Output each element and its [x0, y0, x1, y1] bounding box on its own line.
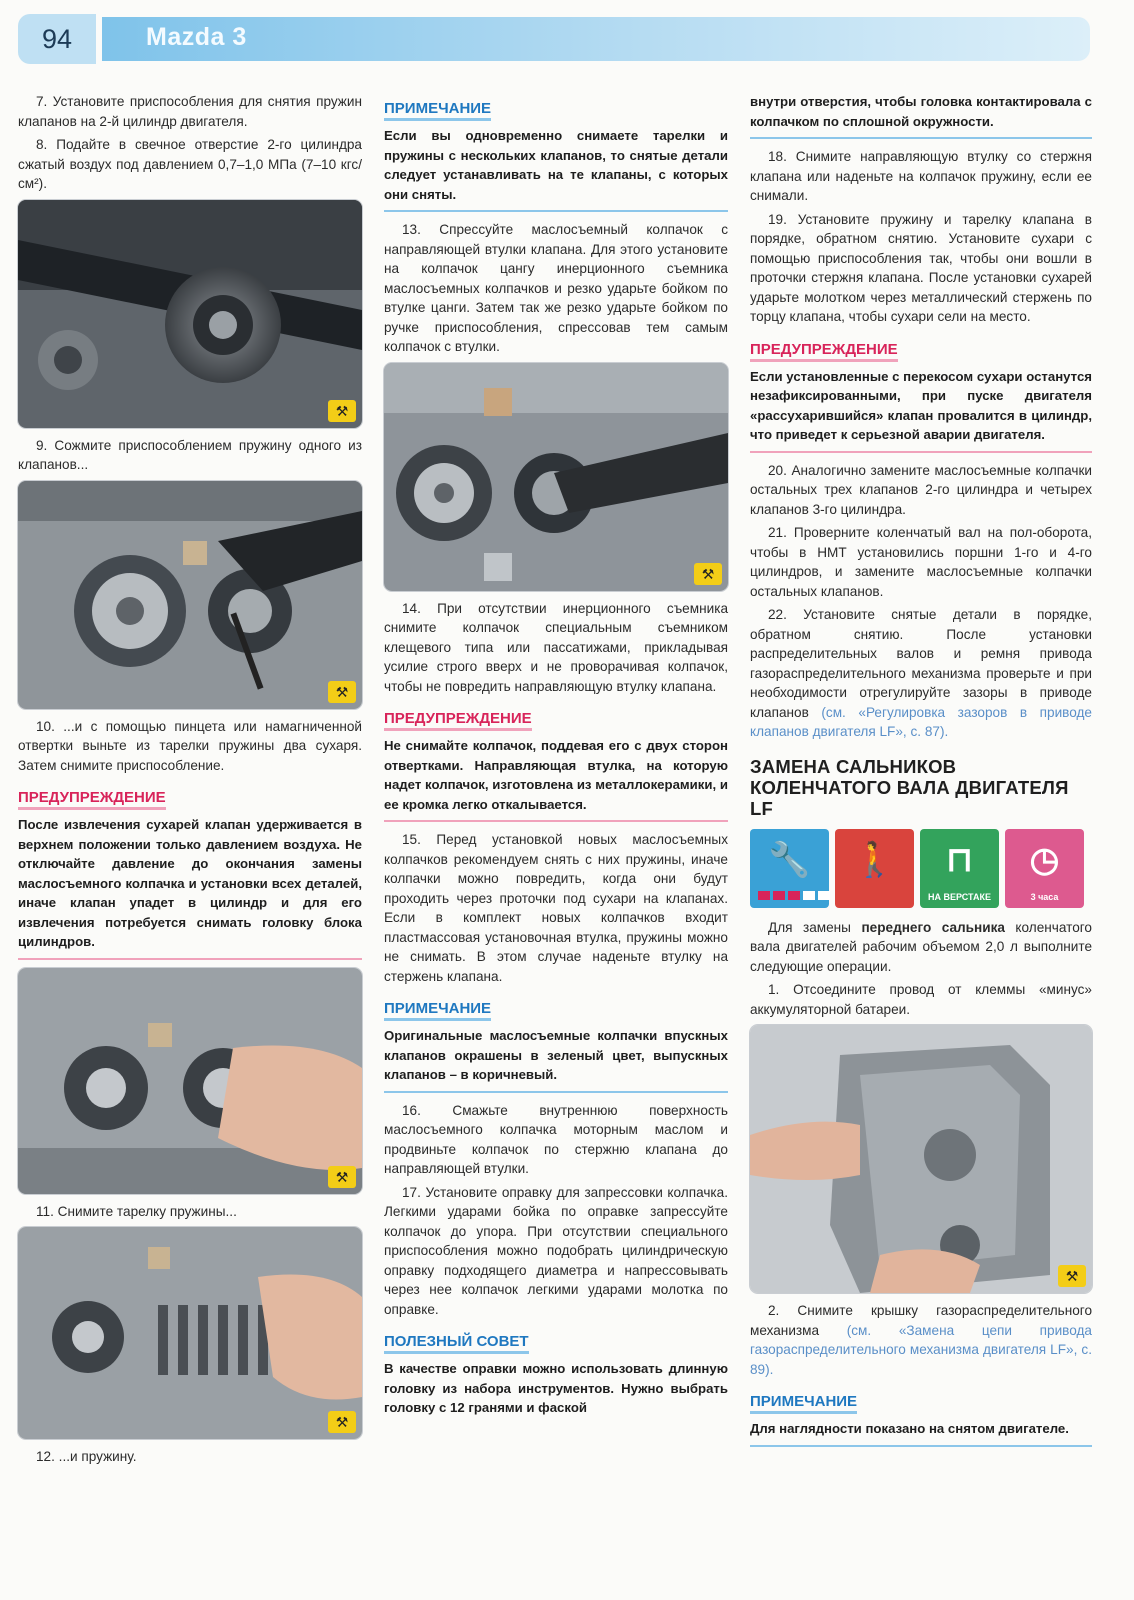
- photo-remove-spring-retainer: [18, 968, 362, 1194]
- tip-box: [384, 1325, 728, 1424]
- step-14: 14. При отсутствии инерционного съемника снимите колпачок специальным съемником клещевого типа или пассатижами, прикладывая усилие строго вверх и не проворачивая колпачок, чтобы не повредить направляющую втулку клапана.: [384, 600, 728, 694]
- note-box-3: [750, 1385, 1092, 1447]
- tool-icon: ⚒: [1058, 1265, 1086, 1287]
- page-number: 94: [18, 14, 96, 64]
- step-13: 13. Спрессуйте маслосъемный колпачок с направляющей втулки клапана. Для этого установите на колпачок цангу инерционного съемника маслосъемных колпачков и резко ударьте бойком по втулке цанги. Затем так же резко ударьте бойком по ручке приспособления, спрессовав тем самым колпачок с втулки.: [384, 222, 728, 354]
- step-19: 19. Установите пружину и тарелку клапана в порядке, обратном снятию. Установите сухари с помощью приспособления так, чтобы они вошли в проточки стержня клапана. После установки сухарей ударьте молотком через металлический стержень по торцу клапана, чтобы сухари сели на место.: [750, 211, 1092, 324]
- warning-box-2: [384, 702, 728, 822]
- page-header: [18, 14, 1090, 64]
- step-1: 1. Отсоедините провод от клеммы «минус» аккумуляторной батареи.: [750, 982, 1092, 1017]
- note-box-2: [384, 992, 728, 1093]
- clock-icon: ◷ 3 часа: [1005, 829, 1084, 908]
- note-text: Оригинальные маслосъемные колпачки впускных клапанов окрашены в зеленый цвет, выпускных клапанов – в коричневый.: [384, 1024, 728, 1093]
- intro-part: коленчатого вала двигателей рабочим объемом 2,0 л выполните следующие операции.: [750, 919, 1092, 974]
- step-17: 17. Установите оправку для запрессовки колпачка. Легкими ударами бойка по оправке запрессуйте колпачок до упора. При отсутствии специального приспособления можно подобрать цилиндрическую оправку подходящего диаметра и напрессовывать через нее колпачок легкими ударами молотка по оправке.: [384, 1184, 728, 1317]
- step-18: 18. Снимите направляющую втулку со стержня клапана или наденьте на колпачок пружину, если ее снимали.: [750, 149, 1092, 203]
- step-9: 9. Сожмите приспособлением пружину одного из клапанов...: [18, 437, 362, 472]
- cross-reference: (см. «Регулировка зазоров в приводе клапанов двигателя LF», с. 87).: [750, 704, 1092, 739]
- step-8: 8. Подайте в свечное отверстие 2-го цилиндра сжатый воздух под давлением 0,7–1,0 МПа (7–10 кгс/см²).: [18, 137, 362, 191]
- step-11: 11. Снимите тарелку пружины...: [36, 1203, 237, 1219]
- tip-title: ПОЛЕЗНЫЙ СОВЕТ: [384, 1331, 529, 1354]
- step-15: 15. Перед установкой новых маслосъемных колпачков рекомендуем снять с них пружины, иначе колпачки можно повредить, когда они будут проходить через проточки под сухари на клапанах. Если в комплект новых колпачков входит пластмассовая установочная втулка, пружины можно не снимать. В этом случае наденьте втулку на стержень клапана.: [384, 832, 728, 984]
- column-1: [18, 92, 362, 1471]
- wrench-icon: 🔧: [750, 829, 829, 908]
- photo-valve-spring-compressed: [18, 481, 362, 709]
- tool-icon: ⚒: [328, 1166, 356, 1188]
- intro-text: [750, 918, 1092, 977]
- warning-text: Если установленные с перекосом сухари останутся незафиксированными, при пуске двигателя «рассухарившийся» клапан провалится в цилиндр, что приведет к серьезной аварии двигателя.: [750, 365, 1092, 453]
- note-title: ПРИМЕЧАНИЕ: [750, 1391, 857, 1414]
- workbench-caption: НА ВЕРСТАКЕ: [928, 891, 991, 902]
- section-title: ЗАМЕНА САЛЬНИКОВ КОЛЕНЧАТОГО ВАЛА ДВИГАТЕЛЯ LF: [750, 755, 1069, 819]
- step-22-text: 22. Установите снятые детали в порядке, обратном снятию. После установки распределительных валов и ремня привода газораспределительного механизма проверьте и при необходимости отрегулируйте зазоры в приводе клапанов: [750, 607, 1092, 720]
- warning-title: ПРЕДУПРЕЖДЕНИЕ: [750, 339, 898, 362]
- step-21: 21. Проверните коленчатый вал на пол-оборота, чтобы в НМТ установились поршни 1-го и 4-го цилиндров, и замените маслосъемные колпачки остальных клапанов.: [750, 525, 1092, 599]
- difficulty-icons: [750, 829, 1092, 908]
- intro-bold: переднего сальника: [861, 919, 1005, 935]
- note-text: Если вы одновременно снимаете тарелки и пружины с нескольких клапанов, то снятые детали следует устанавливать на те клапаны, с которых они сняты.: [384, 124, 728, 212]
- tool-icon: ⚒: [328, 681, 356, 703]
- warning-text: Не снимайте колпачок, поддевая его с двух сторон отвертками. Направляющая втулка, на которую надет колпачок, изготовлена из металлокерамики, и ее кромка легко откалывается.: [384, 734, 728, 822]
- step-7: 7. Установите приспособления для снятия пружин клапанов на 2-й цилиндр двигателя.: [18, 94, 362, 129]
- warning-title: ПРЕДУПРЕЖДЕНИЕ: [18, 787, 166, 810]
- note-text: Для наглядности показано на снятом двигателе.: [750, 1417, 1092, 1447]
- workbench-icon: ⊓ НА ВЕРСТАКЕ: [920, 829, 999, 908]
- step-10: 10. ...и с помощью пинцета или намагниченной отвертки выньте из тарелки пружины два сухаря. Затем снимите приспособление.: [18, 718, 362, 773]
- note-title: ПРИМЕЧАНИЕ: [384, 98, 491, 121]
- cross-reference: (см. «Замена цепи привода газораспределительного механизма двигателя LF», с. 89).: [750, 1322, 1092, 1377]
- photo-inertia-puller: [384, 363, 728, 591]
- note-box-1: [384, 92, 728, 212]
- tool-icon: ⚒: [328, 1411, 356, 1433]
- intro-part: Для замены: [768, 919, 862, 935]
- time-caption: 3 часа: [1030, 891, 1059, 902]
- tip-text: В качестве оправки можно использовать длинную головку из набора инструментов. Нужно выбрать головку с 12 гранями и фаской: [384, 1361, 728, 1415]
- tool-icon: ⚒: [328, 400, 356, 422]
- difficulty-level: [758, 891, 830, 900]
- person-icon: 🚶: [835, 829, 914, 908]
- photo-engine-removed: [750, 1025, 1092, 1293]
- column-2: [384, 92, 728, 1432]
- tool-icon: ⚒: [694, 563, 722, 585]
- warning-box-3: [750, 333, 1092, 453]
- header-bar: [102, 17, 1090, 61]
- step-2: [750, 1301, 1092, 1379]
- step-20: 20. Аналогично замените маслосъемные колпачки остальных трех клапанов 2-го цилиндра и четырех клапанов 3-го цилиндра.: [750, 462, 1092, 517]
- column-3: [750, 92, 1092, 1455]
- warning-box-1: [18, 781, 362, 960]
- step-16: 16. Смажьте внутреннюю поверхность маслосъемного колпачка моторным маслом и продвиньте колпачок по стержню клапана до направляющей втулки.: [384, 1102, 728, 1176]
- tip-text-continued: внутри отверстия, чтобы головка контактировала с колпачком по сплошной окружности.: [750, 92, 1092, 139]
- warning-title: ПРЕДУПРЕЖДЕНИЕ: [384, 708, 532, 731]
- tip-box-continued: [750, 92, 1092, 139]
- photo-remove-spring: [18, 1227, 362, 1439]
- warning-text: После извлечения сухарей клапан удерживается в верхнем положении только давлением воздуха. Не отключайте давление до окончания замены маслосъемного колпачка и установки всех деталей, иначе клапан упадет в цилиндр и для его извлечения потребуется снимать головку блока цилиндров.: [18, 813, 362, 960]
- photo-compressor-tool: [18, 200, 362, 428]
- step-22: [750, 605, 1092, 742]
- note-title: ПРИМЕЧАНИЕ: [384, 998, 491, 1021]
- step-12: 12. ...и пружину.: [36, 1449, 137, 1464]
- step-2-text: 2. Снимите крышку газораспределительного механизма: [750, 1303, 1092, 1338]
- book-title: Mazda 3: [146, 23, 247, 51]
